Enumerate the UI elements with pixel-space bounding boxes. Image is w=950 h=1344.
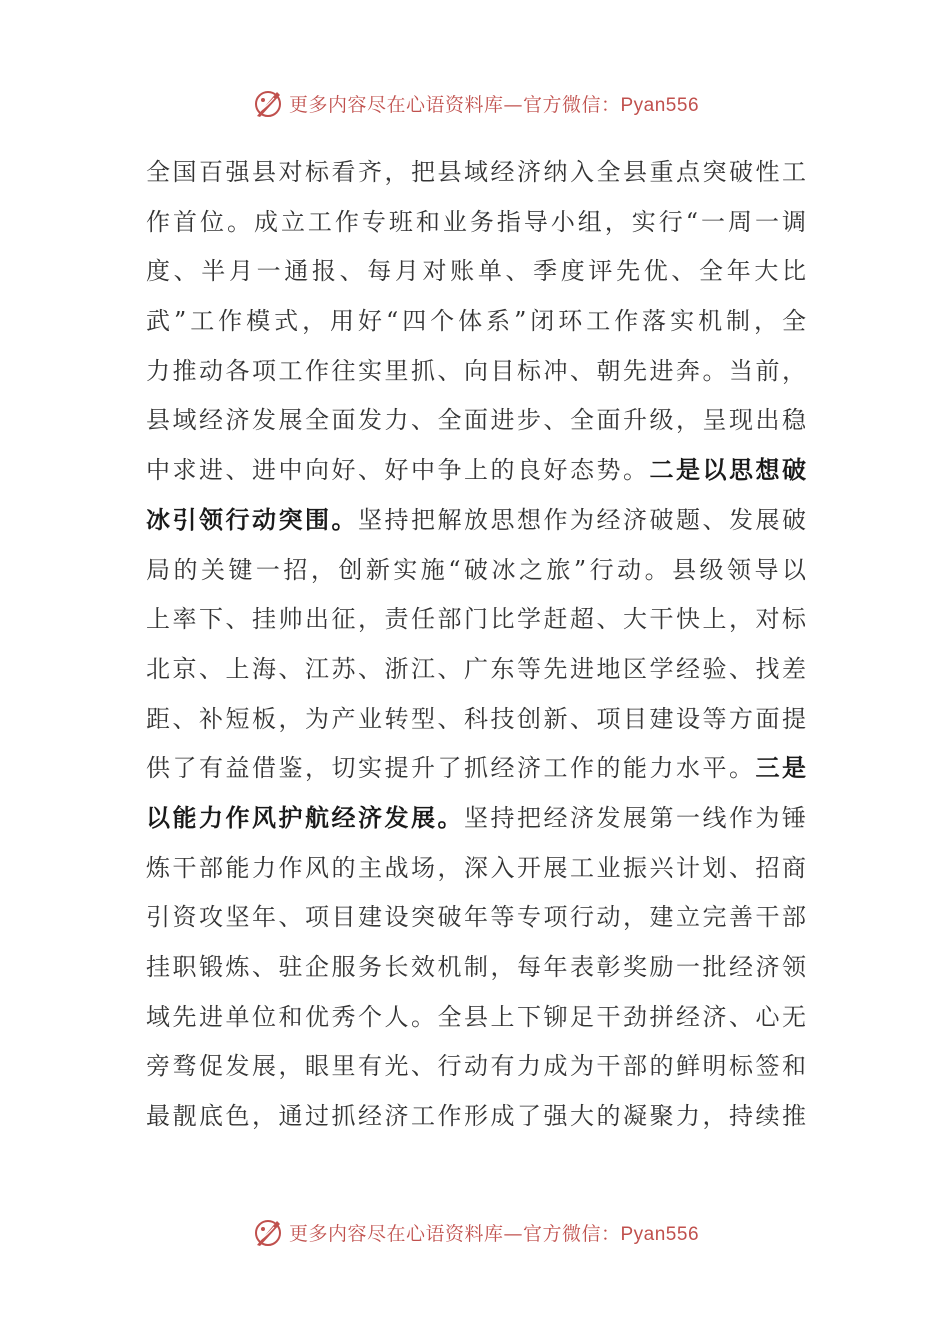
- body-text-segment: 炼干部能力作风的主战场，深入开展工业振兴计划、招商: [146, 853, 806, 882]
- quill-logo-icon: [251, 86, 285, 120]
- text-line: [146, 893, 806, 943]
- text-line: [146, 247, 806, 297]
- body-text-segment: 挂职锻炼、驻企服务长效机制，每年表彰奖励一批经济领: [146, 953, 806, 981]
- body-text-segment: 最靓底色，通过抓经济工作形成了强大的凝聚力，持续推: [146, 1102, 806, 1131]
- text-line: [146, 198, 806, 248]
- bold-heading-text: 以能力作风护航经济发展。: [146, 803, 464, 832]
- body-text-segment: 引资攻坚年、项目建设突破年等专项行动，建立完善干部: [146, 903, 806, 932]
- body-text-segment: 坚持把解放思想作为经济破题、发展破: [358, 505, 806, 534]
- text-line: [146, 496, 806, 546]
- footer-banner-dash: —: [503, 1222, 523, 1245]
- header-banner-text: [289, 90, 699, 117]
- body-text-segment: 坚持把经济发展第一线作为锤: [464, 803, 806, 832]
- body-text-segment: 武”工作模式，用好“四个体系”闭环工作落实机制，全: [146, 307, 806, 336]
- text-line: [146, 446, 806, 496]
- body-text-segment: 中求进、进中向好、好中争上的良好态势。: [146, 456, 650, 485]
- body-text-segment: 力推动各项工作往实里抓、向目标冲、朝先进奔。当前，: [146, 356, 806, 385]
- body-text-segment: 县域经济发展全面发力、全面进步、全面升级，呈现出稳: [146, 406, 806, 435]
- text-line: [146, 645, 806, 695]
- body-text-segment: 上率下、挂帅出征，责任部门比学赶超、大干快上，对标: [146, 605, 806, 634]
- text-line: [146, 943, 806, 993]
- text-line: [146, 695, 806, 745]
- text-line: [146, 396, 806, 446]
- body-text-segment: 北京、上海、江苏、浙江、广东等先进地区学经验、找差: [146, 654, 806, 683]
- body-text-segment: 度、半月一通报、每月对账单、季度评先优、全年大比: [146, 257, 806, 286]
- text-line: [146, 1042, 806, 1092]
- footer-wechat-id: Pyan556: [620, 1223, 700, 1245]
- text-line: [146, 744, 806, 794]
- text-line: [146, 1092, 806, 1142]
- body-text-segment: 域先进单位和优秀个人。全县上下铆足干劲拼经济、心无: [146, 1002, 806, 1031]
- bold-heading-text: 二是以思想破: [649, 456, 806, 485]
- text-line: [146, 844, 806, 894]
- text-line: [146, 595, 806, 645]
- body-text-segment: 全国百强县对标看齐，把县域经济纳入全县重点突破性工: [146, 158, 806, 186]
- text-line: [146, 148, 806, 198]
- text-line: [146, 546, 806, 596]
- bold-heading-text: 冰引领行动突围。: [146, 505, 358, 534]
- body-text-segment: 供了有益借鉴，切实提升了抓经济工作的能力水平。: [146, 754, 756, 783]
- footer-banner: [0, 1212, 950, 1252]
- body-text-segment: 旁骛促发展，眼里有光、行动有力成为干部的鲜明标签和: [146, 1052, 806, 1081]
- document-body: [146, 148, 806, 1142]
- body-text-segment: 距、补短板，为产业转型、科技创新、项目建设等方面提: [146, 704, 806, 733]
- text-line: [146, 347, 806, 397]
- text-line: [146, 297, 806, 347]
- body-text-segment: 作首位。成立工作专班和业务指导小组，实行“一周一调: [146, 207, 806, 236]
- bold-heading-text: 三是: [755, 754, 806, 783]
- header-banner: [0, 83, 950, 123]
- header-wechat-id: Pyan556: [620, 94, 700, 116]
- quill-logo-icon: [251, 1215, 285, 1249]
- footer-banner-text: [289, 1219, 699, 1246]
- header-banner-title: 更多内容尽在心语资料库: [288, 93, 504, 116]
- footer-banner-title: 更多内容尽在心语资料库: [288, 1222, 504, 1245]
- body-text-segment: 局的关键一招，创新实施“破冰之旅”行动。县级领导以: [146, 555, 806, 584]
- footer-wechat-label: 官方微信：: [522, 1222, 621, 1245]
- text-line: [146, 794, 806, 844]
- text-line: [146, 993, 806, 1043]
- header-wechat-label: 官方微信：: [522, 93, 621, 116]
- header-banner-dash: —: [503, 93, 523, 116]
